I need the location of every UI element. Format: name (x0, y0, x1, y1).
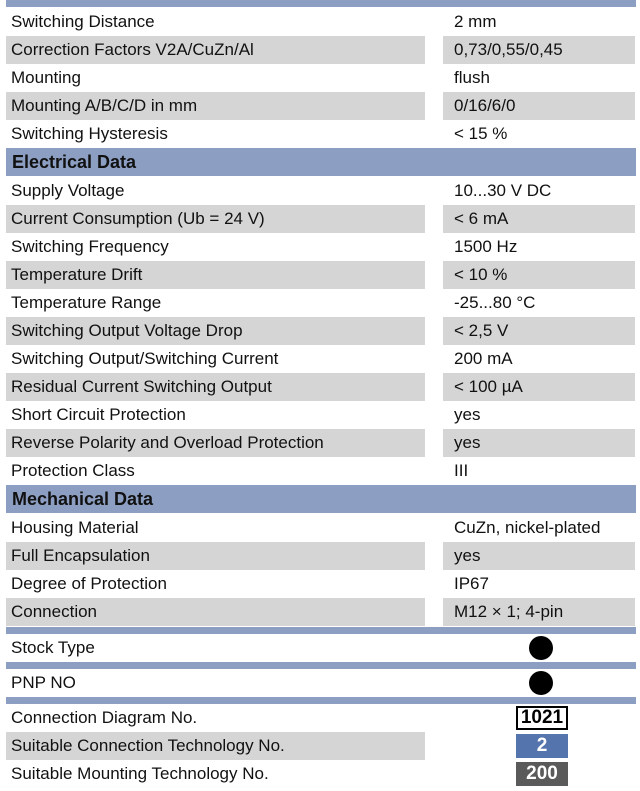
row-value: 1500 Hz (454, 237, 518, 256)
row-value: 0,73/0,55/0,45 (443, 36, 635, 64)
table-row (0, 598, 640, 626)
table-row (0, 289, 640, 317)
row-value: IP67 (454, 574, 489, 593)
mounting-technology-badge: 200 (516, 762, 568, 786)
row-value: 200 mA (454, 349, 513, 368)
row-label: Switching Hysteresis (11, 124, 168, 143)
connection-technology-badge: 2 (516, 734, 568, 758)
row-label: Temperature Drift (6, 261, 425, 289)
row-value: 2 mm (454, 12, 497, 31)
row-label: Housing Material (11, 518, 139, 537)
connection-diagram-badge: 1021 (516, 706, 568, 730)
connection-technology-label: Suitable Connection Technology No. (6, 732, 425, 760)
table-row (0, 261, 640, 289)
separator-bar (6, 662, 636, 669)
row-label: Temperature Range (11, 293, 162, 312)
table-row (0, 373, 640, 401)
row-label: Full Encapsulation (6, 542, 425, 570)
table-row (0, 542, 640, 570)
table-row (0, 429, 640, 457)
row-label: Protection Class (11, 461, 135, 480)
row-value: 0/16/6/0 (443, 92, 635, 120)
table-row (0, 457, 640, 485)
row-value: yes (454, 405, 481, 424)
row-value: -25...80 °C (454, 293, 536, 312)
table-row (0, 317, 640, 345)
table-row (0, 177, 640, 205)
separator-bar (6, 627, 636, 634)
row-label: Current Consumption (Ub = 24 V) (6, 205, 425, 233)
stock-type-dot-icon (529, 636, 553, 660)
row-label: Degree of Protection (11, 574, 167, 593)
separator-bar (6, 697, 636, 704)
row-label: Switching Output Voltage Drop (6, 317, 425, 345)
row-label: Mounting A/B/C/D in mm (6, 92, 425, 120)
table-row (0, 233, 640, 261)
row-value: III (454, 461, 469, 480)
connection-diagram-label: Connection Diagram No. (11, 708, 198, 727)
pnp-no-label: PNP NO (11, 673, 76, 692)
section-bar-inductive (6, 0, 636, 7)
table-row (0, 120, 640, 148)
row-label: Reverse Polarity and Overload Protection (6, 429, 425, 457)
row-label: Mounting (11, 68, 81, 87)
table-row (0, 401, 640, 429)
row-value: flush (454, 68, 490, 87)
row-value: yes (443, 542, 635, 570)
table-row (0, 36, 640, 64)
row-value: yes (443, 429, 635, 457)
table-row (0, 345, 640, 373)
row-value: M12 × 1; 4-pin (443, 598, 635, 626)
row-label: Connection (6, 598, 425, 626)
table-row (0, 205, 640, 233)
row-value: CuZn, nickel-plated (454, 518, 601, 537)
row-label: Supply Voltage (11, 181, 125, 200)
section-title-mechanical: Mechanical Data (6, 485, 636, 513)
row-value: < 2,5 V (443, 317, 635, 345)
mounting-technology-label: Suitable Mounting Technology No. (11, 764, 269, 783)
row-label: Switching Frequency (11, 237, 169, 256)
row-label: Short Circuit Protection (11, 405, 186, 424)
table-row (0, 570, 640, 598)
row-value: < 100 µA (443, 373, 635, 401)
row-label: Residual Current Switching Output (6, 373, 425, 401)
row-value: < 15 % (454, 124, 508, 143)
row-label: Correction Factors V2A/CuZn/Al (6, 36, 425, 64)
table-row (0, 8, 640, 36)
row-label: Switching Output/Switching Current (11, 349, 279, 368)
row-label: Switching Distance (11, 12, 155, 31)
section-title-electrical: Electrical Data (6, 148, 636, 176)
row-value: < 6 mA (443, 205, 635, 233)
table-row (0, 92, 640, 120)
row-value: < 10 % (443, 261, 635, 289)
row-value: 10...30 V DC (454, 181, 552, 200)
pnp-no-dot-icon (529, 671, 553, 695)
table-row (0, 64, 640, 92)
table-row (0, 514, 640, 542)
stock-type-label: Stock Type (11, 638, 95, 657)
